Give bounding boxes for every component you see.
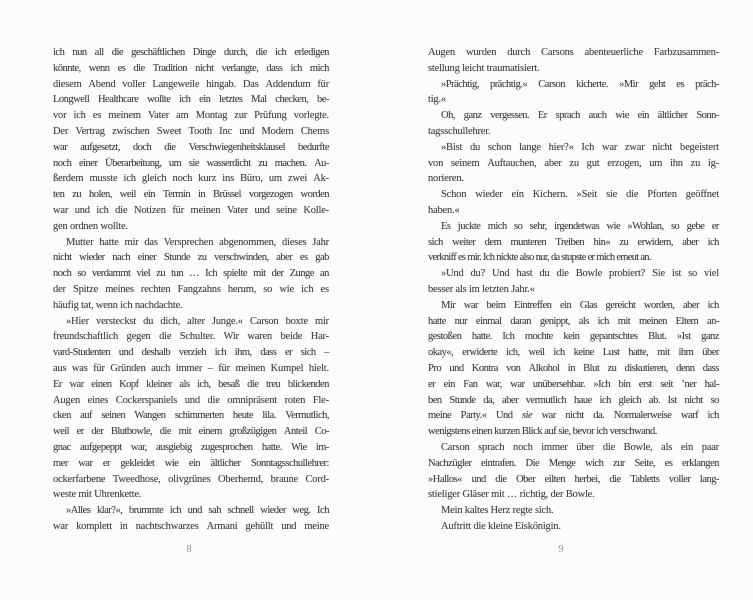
text-line: Carson sprach noch immer über die Bowle, als ein paar bbox=[441, 441, 719, 453]
page-left-text bbox=[53, 45, 329, 535]
text-line: hatte nur einmal daran genippt, als ich mit meinen Eltern an- bbox=[428, 315, 719, 327]
text-line: war komplett in nachtschwarzes Armani gehüllt und meine bbox=[53, 520, 329, 532]
text-line: stellung leicht traumatisiert. bbox=[428, 62, 540, 74]
text-line: ten zu holen, weil ein Termin in Brüssel vorgezogen worden bbox=[53, 189, 329, 201]
text-line: norieren. bbox=[428, 173, 464, 185]
text-line: cken auf seinen Wangen schimmerten heute lila. Vermutlich, bbox=[53, 410, 329, 422]
text-line: weste mit Uhrenkette. bbox=[53, 489, 142, 501]
text-line: »Hallos« und die Ober eilten herbei, die Tabletts voller lang- bbox=[428, 473, 719, 485]
text-line: Augen eines Cockerspaniels und die omnipräsent roten Fle- bbox=[53, 394, 329, 406]
text-line: war und ich die Notizen für meinen Vater und seine Kolle- bbox=[53, 204, 329, 216]
text-line: tig.« bbox=[428, 94, 446, 106]
text-line: mer war er gekleidet wie ein ältlicher Sonntagsschullehrer: bbox=[53, 457, 329, 469]
text-line: okay«, erwiderte ich, weil ich keine Lust hatte, mit ihm über bbox=[428, 347, 719, 359]
text-line: diesem Abend voller Langeweile hingab. Das Addendum für bbox=[53, 78, 329, 90]
text-line: gen ordnen wollte. bbox=[53, 220, 128, 232]
text-line: meine Party.« Und sie war nicht da. Normalerweise warf ich bbox=[428, 410, 719, 422]
text-line: Nachzügler eintrafen. Die Menge wich zur Seite, es erklangen bbox=[428, 457, 719, 469]
text-line: sich weiter dem munteren Treiben hin« zu erwidern, aber ich bbox=[428, 236, 719, 248]
text-line: Mir war beim Eintreffen ein Glas gereicht worden, aber ich bbox=[441, 299, 719, 311]
text-line: Longwell Healthcare wollte ich ein letztes Mal checken, be- bbox=[53, 94, 329, 106]
text-line: könnte, wenn es die Tradition nicht verlangte, dass ich mich bbox=[53, 62, 329, 74]
text-line: ockerfarbene Tweedhose, olivgrünes Oberhemd, braune Cord- bbox=[53, 473, 329, 485]
text-line: noch so verdammt viel zu tun … Ich spielte mit der Zunge an bbox=[53, 268, 329, 280]
text-line: Er war einen Kopf kleiner als ich, besaß die treu blickenden bbox=[53, 378, 329, 390]
text-line: wenigstens einen kurzen Blick auf sie, bevor ich verschwand. bbox=[428, 426, 657, 438]
text-line: vard-Studenten und deshalb verzieh ich ihm, dass er sich – bbox=[53, 347, 329, 359]
text-line: freundschaftlich gegen die Schulter. Wir waren beide Har- bbox=[53, 331, 329, 343]
text-line: Mein kaltes Herz regte sich. bbox=[441, 505, 554, 517]
text-line: aus was für Gründen auch immer – für meinen Kumpel hielt. bbox=[53, 362, 329, 374]
text-line: besser als im letzten Jahr.« bbox=[428, 283, 535, 295]
text-line: gnac aufgepeppt war, ausgiebig zugesprochen hatte. Wie im- bbox=[53, 441, 329, 453]
text-line: »Bist du schon lange hier?« Ich war zwar nicht begeistert bbox=[441, 141, 719, 153]
text-line: Augen wurden durch Carsons abenteuerliche Farbzusammen- bbox=[428, 47, 719, 58]
text-line: nicht wieder nach einer Stunde zu verschwinden, aber es gab bbox=[53, 252, 329, 264]
page-right-text bbox=[428, 45, 719, 535]
text-line: Auftritt die kleine Eiskönigin. bbox=[441, 520, 561, 532]
text-line: er ein Fan war, war unübersehbar. »Ich bin erst seit ’ner hal- bbox=[428, 378, 719, 390]
text-line: war aufgesetzt, doch die Verschwiegenheitsklausel bedurfte bbox=[53, 141, 329, 153]
page-number-left: 8 bbox=[186, 544, 192, 555]
text-line: Schon wieder ein Kichern. »Seit sie die Pforten geöffnet bbox=[441, 189, 719, 201]
text-line: »Hier versteckst du dich, alter Junge.« Carson boxte mir bbox=[66, 315, 329, 327]
text-line: Oh, ganz vergessen. Er sprach auch wie ein ältlicher Sonn- bbox=[441, 110, 719, 122]
text-line: von seinem Auftauchen, aber zu gut erzogen, um ihn zu ig- bbox=[428, 157, 719, 169]
text-line: »Alles klar?«, brummte ich und sah schnell wieder weg. Ich bbox=[66, 505, 329, 517]
text-line: der Spitze meines rechten Fangzahns herum, so wie ich es bbox=[53, 283, 329, 295]
text-line: tagsschullehrer. bbox=[428, 125, 491, 137]
text-line: »Und du? Und hast du die Bowle probiert? Sie ist so viel bbox=[441, 268, 719, 280]
text-line: Pro und Kontra von Alkohol in Blut zu diskutieren, denn dass bbox=[428, 362, 719, 374]
text-line: »Prächtig, prächtig.« Carson kicherte. »Mir geht es präch- bbox=[441, 78, 719, 90]
text-line: Der Vertrag zwischen Sweet Tooth Inc und Modern Chems bbox=[53, 125, 329, 137]
text-line: weil er der Blutbowle, die mit einem großzügigen Anteil Co- bbox=[53, 426, 329, 438]
text-line: Es juckte mich so sehr, irgendetwas wie »Wohlan, so gebe er bbox=[441, 220, 719, 232]
text-line: stieliger Gläser mit … richtig, der Bowle. bbox=[428, 489, 595, 501]
text-line: gestoßen hatte. Ich mochte kein gepantschtes Blut. »Ist ganz bbox=[428, 331, 719, 343]
text-line: Mutter hatte mir das Versprechen abgenommen, dieses Jahr bbox=[66, 236, 329, 248]
text-line: ich nun all die geschäftlichen Dinge durch, die ich erledigen bbox=[53, 47, 329, 58]
text-line: verkniff es mir. Ich nickte also nur, da stupste er mich erneut an. bbox=[428, 252, 651, 264]
text-line: vor ich es meinem Vater am Montag zur Prüfung vorlegte. bbox=[53, 110, 329, 122]
page-number-right: 9 bbox=[558, 544, 564, 555]
text-line: ßerdem musste ich gleich noch kurz ins Büro, um zwei Ak- bbox=[53, 173, 329, 185]
text-line: noch einer Überarbeitung, um sie wasserdicht zu machen. Au- bbox=[53, 157, 329, 169]
text-line: haben.« bbox=[428, 204, 460, 216]
text-line: häufig tat, wenn ich nachdachte. bbox=[53, 299, 183, 311]
text-line: ben Stunde da, aber vermutlich haue ich gleich ab. Ist nicht so bbox=[428, 394, 719, 406]
